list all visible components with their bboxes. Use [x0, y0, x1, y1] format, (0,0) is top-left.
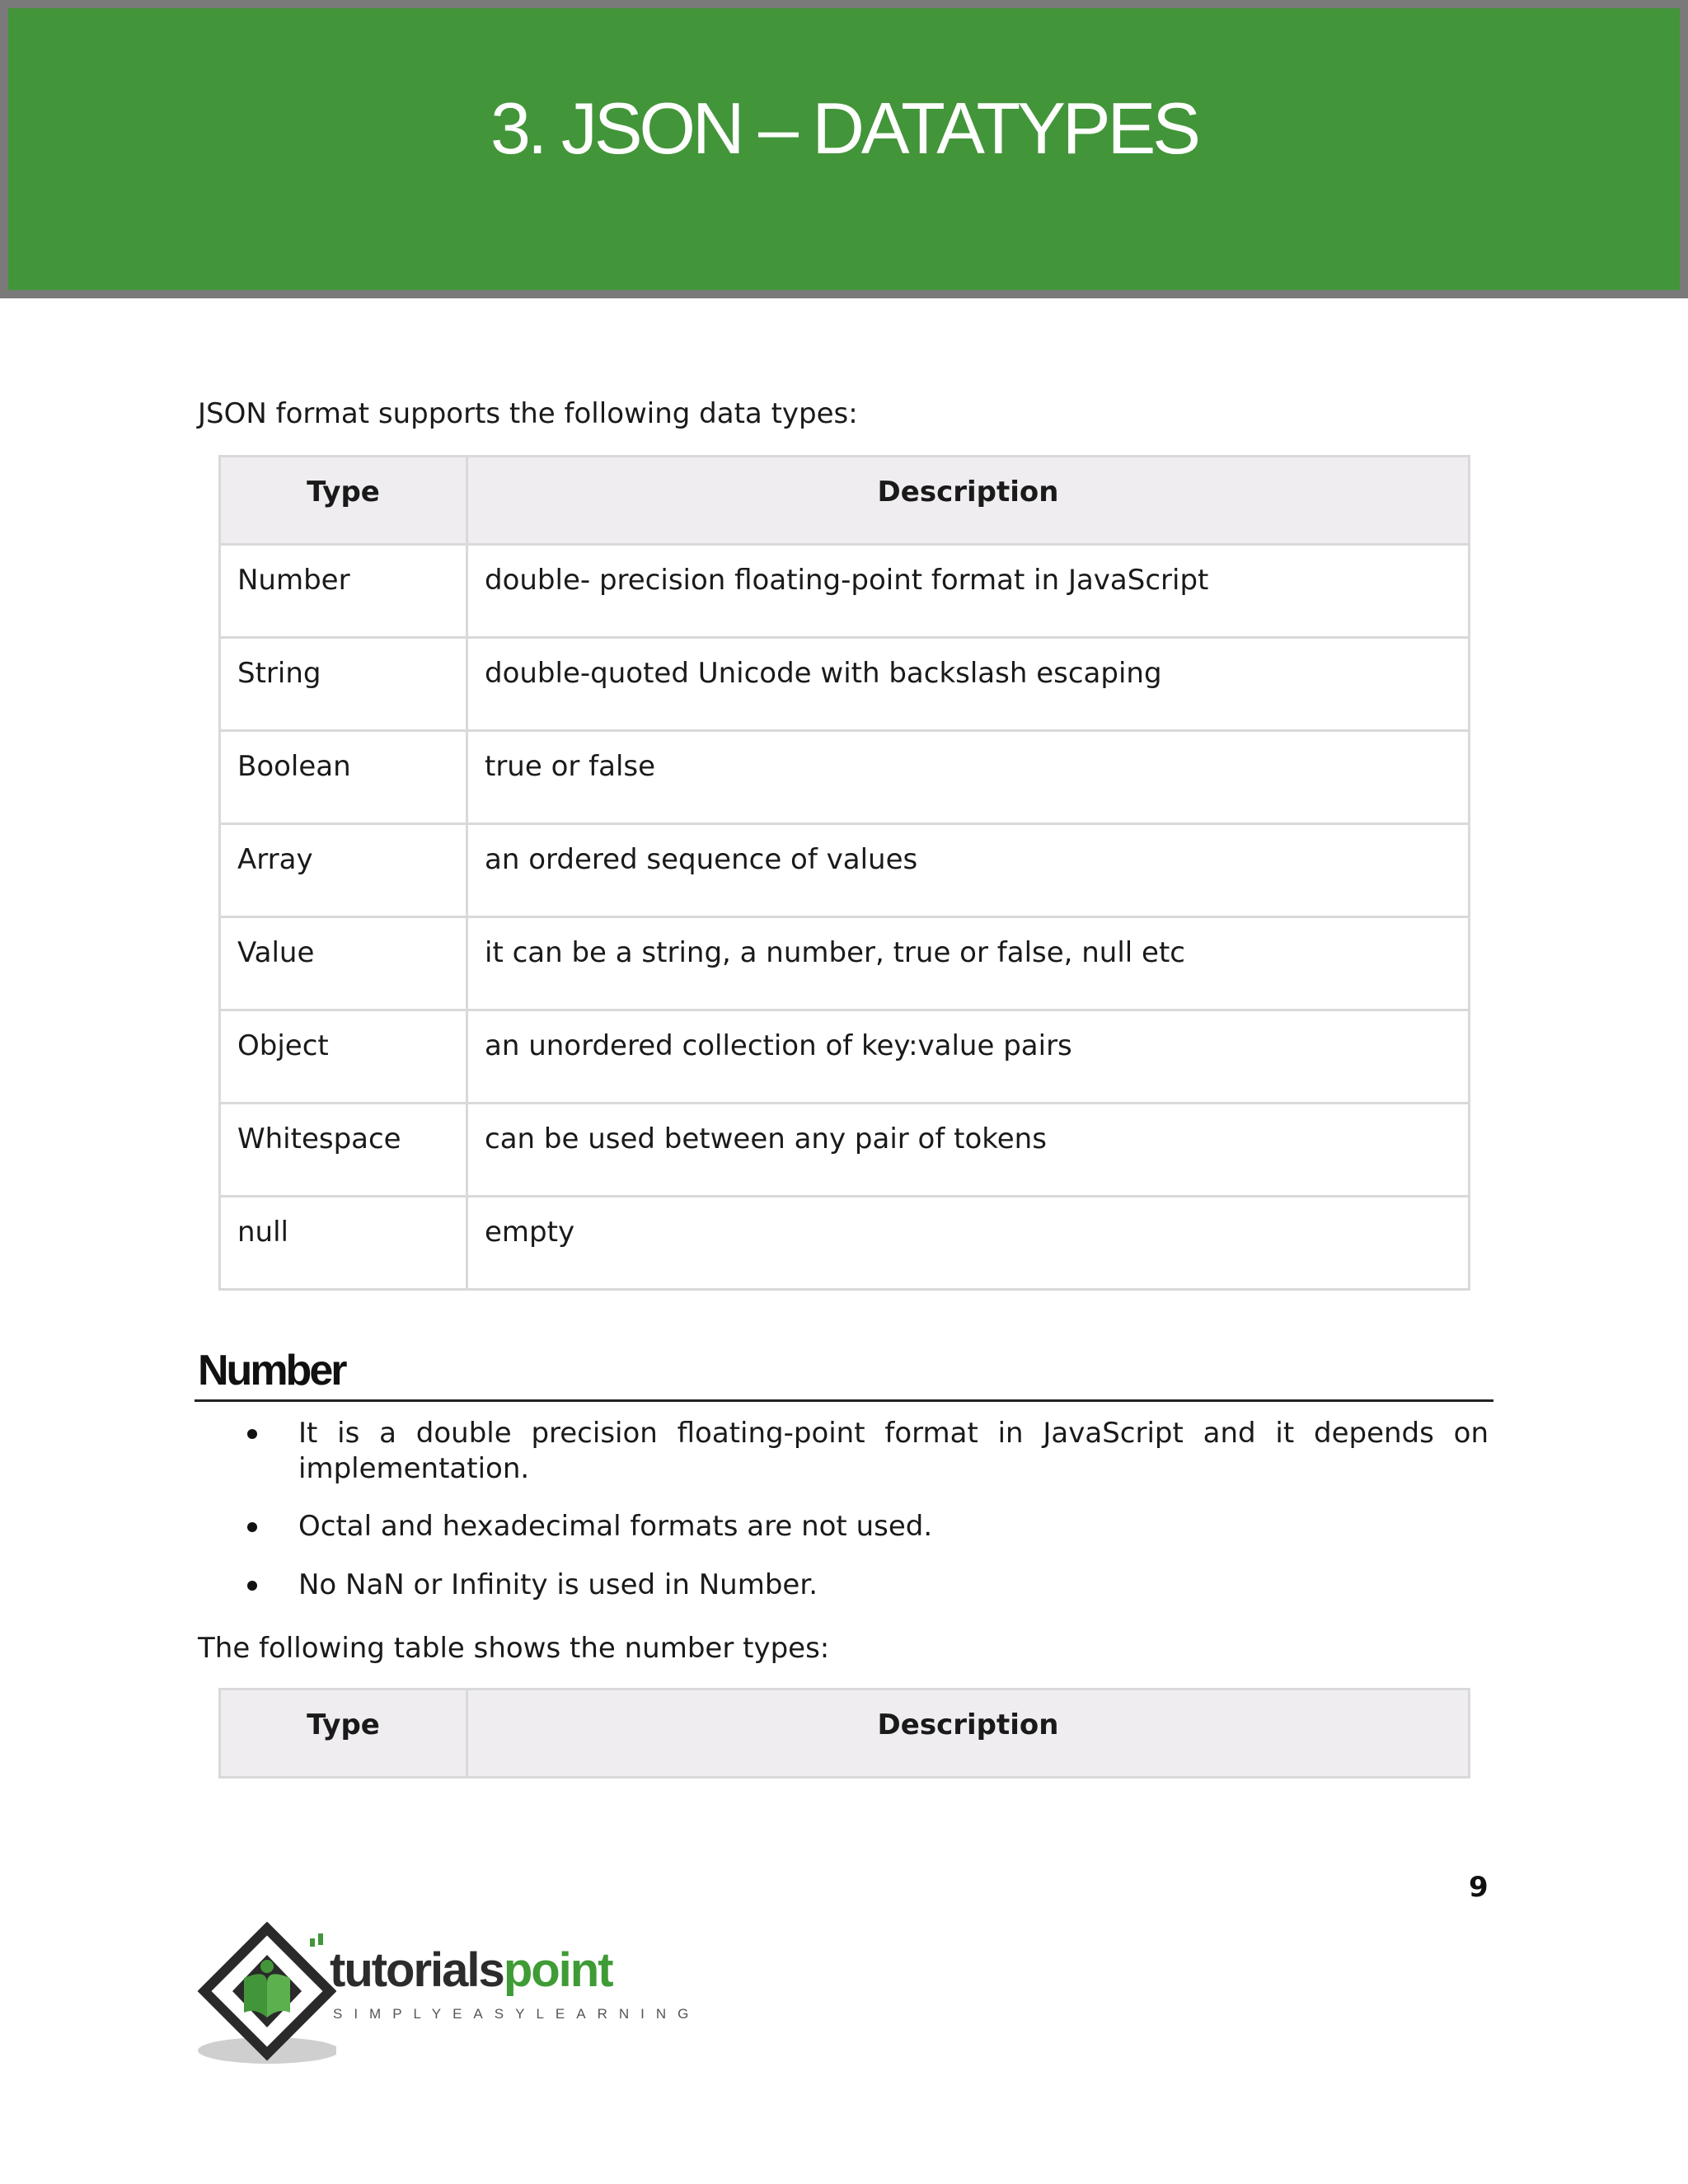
table-row: [220, 731, 1470, 824]
table-row: [220, 638, 1470, 731]
type-cell: Whitespace: [220, 1104, 467, 1197]
table-row: [220, 545, 1470, 638]
table-row: [220, 917, 1470, 1010]
logo-tagline: SIMPLYEASYLEARNING: [333, 2006, 701, 2022]
table-row: [220, 1104, 1470, 1197]
type-cell: null: [220, 1197, 467, 1290]
type-cell: String: [220, 638, 467, 731]
description-cell: can be used between any pair of tokens: [467, 1104, 1470, 1197]
list-item: [298, 1568, 1489, 1603]
column-header-description: Description: [467, 457, 1470, 545]
list-item-text: Octal and hexadecimal formats are not used.: [298, 1510, 933, 1544]
number-bullet-list: [198, 1416, 1489, 1625]
column-header-description: Description: [467, 1690, 1470, 1778]
list-item-text: It is a double precision floating-point format in JavaScript and it depends on implementation.: [298, 1417, 1489, 1486]
column-header-type: Type: [220, 457, 467, 545]
type-cell: Object: [220, 1010, 467, 1104]
table-header-row: [220, 457, 1470, 545]
description-cell: it can be a string, a number, true or false, null etc: [467, 917, 1470, 1010]
list-item-text: No NaN or Infinity is used in Number.: [298, 1568, 818, 1601]
page-number: 9: [1469, 1871, 1489, 1904]
datatypes-table: [218, 455, 1470, 1291]
logo-wordmark: tutorialspoint: [330, 1943, 612, 1997]
bullet-icon: [247, 1581, 257, 1591]
number-table-intro: The following table shows the number types:: [198, 1632, 830, 1665]
section-divider: [195, 1399, 1493, 1402]
type-cell: Number: [220, 545, 467, 638]
description-cell: double-quoted Unicode with backslash escaping: [467, 638, 1470, 731]
type-cell: Value: [220, 917, 467, 1010]
table-row: [220, 1197, 1470, 1290]
logo-emblem-icon: [196, 1922, 336, 2070]
number-types-table: [218, 1688, 1470, 1779]
table-header-row: [220, 1690, 1470, 1778]
table-row: [220, 824, 1470, 917]
tutorialspoint-logo: [196, 1922, 701, 2070]
type-cell: Boolean: [220, 731, 467, 824]
intro-text: JSON format supports the following data types:: [198, 397, 858, 430]
chapter-title: 3. JSON – DATATYPES: [490, 87, 1198, 169]
description-cell: an unordered collection of key:value pairs: [467, 1010, 1470, 1104]
description-cell: an ordered sequence of values: [467, 824, 1470, 917]
list-item: [298, 1509, 1489, 1544]
bullet-icon: [247, 1429, 257, 1439]
description-cell: empty: [467, 1197, 1470, 1290]
table-row: [220, 1010, 1470, 1104]
chapter-banner: [0, 0, 1688, 298]
bullet-icon: [247, 1522, 257, 1532]
list-item: [298, 1416, 1489, 1487]
description-cell: true or false: [467, 731, 1470, 824]
column-header-type: Type: [220, 1690, 467, 1778]
type-cell: Array: [220, 824, 467, 917]
section-heading-number: Number: [198, 1347, 345, 1394]
description-cell: double- precision floating-point format in JavaScript: [467, 545, 1470, 638]
